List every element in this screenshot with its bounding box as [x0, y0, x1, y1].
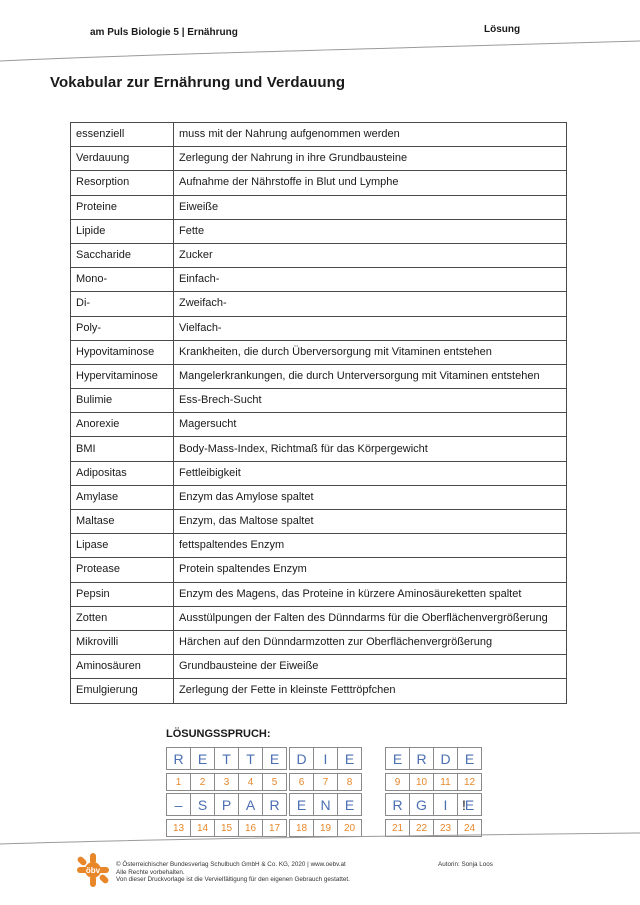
vocab-definition: Zerlegung der Nahrung in ihre Grundbausteine	[174, 147, 567, 171]
publisher-logo-icon	[76, 852, 110, 888]
vocab-term: Mono-	[71, 268, 174, 292]
table-row	[71, 534, 567, 558]
solution-letter-box: P	[214, 793, 239, 816]
solution-number-box: 2	[190, 773, 215, 791]
solution-letter-box: D	[433, 747, 458, 770]
vocab-term: Hypervitaminose	[71, 364, 174, 388]
table-row	[71, 123, 567, 147]
table-row	[71, 316, 567, 340]
solution-number-box: 15	[214, 819, 239, 837]
solution-number-box: 11	[433, 773, 458, 791]
solution-letter-box: R	[166, 747, 191, 770]
vocab-definition: Fette	[174, 219, 567, 243]
vocab-definition: Mangelerkrankungen, die durch Unterversorgung mit Vitaminen entstehen	[174, 364, 567, 388]
vocab-term: Verdauung	[71, 147, 174, 171]
table-row	[71, 413, 567, 437]
solution-letter-box: R	[409, 747, 434, 770]
solution-end-mark: !	[462, 797, 466, 813]
vocab-definition: Ess-Brech-Sucht	[174, 389, 567, 413]
table-row	[71, 679, 567, 703]
solution-letter-box: E	[262, 747, 287, 770]
solution-number-box: 22	[409, 819, 434, 837]
vocab-term: Zotten	[71, 606, 174, 630]
solution-number-box: 3	[214, 773, 239, 791]
vocab-term: Hypovitaminose	[71, 340, 174, 364]
table-row	[71, 510, 567, 534]
solution-number-box: 17	[262, 819, 287, 837]
vocab-definition: Protein spaltendes Enzym	[174, 558, 567, 582]
solution-letter-box: E	[289, 793, 314, 816]
solution-number-box: 12	[457, 773, 482, 791]
vocab-definition: Aufnahme der Nährstoffe in Blut und Lymphe	[174, 171, 567, 195]
solution-letter-box: N	[313, 793, 338, 816]
vocab-term: Emulgierung	[71, 679, 174, 703]
solution-number-box: 1	[166, 773, 191, 791]
footer-divider	[0, 830, 640, 850]
vocab-term: Poly-	[71, 316, 174, 340]
vocab-definition: Eiweiße	[174, 195, 567, 219]
solution-letter-box: R	[262, 793, 287, 816]
solution-letter-box: D	[289, 747, 314, 770]
vocab-term: Lipide	[71, 219, 174, 243]
vocab-term: Maltase	[71, 510, 174, 534]
vocab-term: Resorption	[71, 171, 174, 195]
table-row	[71, 558, 567, 582]
solution-letter-box: E	[337, 747, 362, 770]
table-row	[71, 340, 567, 364]
vocab-definition: fettspaltendes Enzym	[174, 534, 567, 558]
vocab-definition: Grundbausteine der Eiweiße	[174, 655, 567, 679]
solution-letter-box: S	[190, 793, 215, 816]
solution-letter-box: T	[214, 747, 239, 770]
vocab-term: Lipase	[71, 534, 174, 558]
solution-number-box: 18	[289, 819, 314, 837]
table-row	[71, 147, 567, 171]
solution-number-box: 10	[409, 773, 434, 791]
solution-number-box: 8	[337, 773, 362, 791]
vocab-definition: Enzym, das Maltose spaltet	[174, 510, 567, 534]
vocabulary-table	[70, 122, 567, 704]
vocab-term: BMI	[71, 437, 174, 461]
vocab-definition: Magersucht	[174, 413, 567, 437]
solution-letter-box: E	[190, 747, 215, 770]
header-book-title: am Puls Biologie 5 | Ernährung	[90, 27, 238, 38]
footer-author: Autorin: Sonja Loos	[438, 861, 493, 868]
vocab-term: Pepsin	[71, 582, 174, 606]
solution-letter-box: E	[457, 793, 482, 816]
header-solution-label: Lösung	[484, 24, 521, 35]
table-row	[71, 606, 567, 630]
solution-letter-box: I	[433, 793, 458, 816]
solution-number-box: 9	[385, 773, 410, 791]
vocab-term: essenziell	[71, 123, 174, 147]
vocab-term: Saccharide	[71, 243, 174, 267]
solution-letter-box: R	[385, 793, 410, 816]
solution-letter-box: E	[457, 747, 482, 770]
footer-copyright	[116, 861, 350, 884]
table-row	[71, 268, 567, 292]
vocab-definition: Body-Mass-Index, Richtmaß für das Körpergewicht	[174, 437, 567, 461]
vocab-term: Di-	[71, 292, 174, 316]
footer-line-1: © Österreichischer Bundesverlag Schulbuch GmbH & Co. KG, 2020 | www.oebv.at	[116, 861, 346, 868]
solution-label: LÖSUNGSSPRUCH:	[166, 728, 271, 740]
vocab-term: Anorexie	[71, 413, 174, 437]
vocab-term: Proteine	[71, 195, 174, 219]
vocab-definition: Vielfach-	[174, 316, 567, 340]
table-row	[71, 630, 567, 654]
solution-number-box: 21	[385, 819, 410, 837]
solution-letter-box: –	[166, 793, 191, 816]
table-row	[71, 171, 567, 195]
table-row	[71, 582, 567, 606]
vocab-definition: Einfach-	[174, 268, 567, 292]
vocab-term: Protease	[71, 558, 174, 582]
solution-letter-box: I	[313, 747, 338, 770]
solution-number-box: 4	[238, 773, 263, 791]
vocab-definition: Ausstülpungen der Falten des Dünndarms für die Oberflächenvergrößerung	[174, 606, 567, 630]
vocab-definition: Härchen auf den Dünndarmzotten zur Oberflächenvergrößerung	[174, 630, 567, 654]
footer-line-2: Alle Rechte vorbehalten.	[116, 868, 185, 876]
footer-line-3: Von dieser Druckvorlage ist die Vervielfältigung für den eigenen Gebrauch gestattet.	[116, 876, 350, 883]
table-row	[71, 485, 567, 509]
solution-number-box: 19	[313, 819, 338, 837]
vocab-definition: Zweifach-	[174, 292, 567, 316]
vocab-term: Adipositas	[71, 461, 174, 485]
table-row	[71, 195, 567, 219]
solution-letter-box: G	[409, 793, 434, 816]
solution-number-box: 23	[433, 819, 458, 837]
vocab-term: Amylase	[71, 485, 174, 509]
solution-number-box: 6	[289, 773, 314, 791]
table-row	[71, 243, 567, 267]
vocab-term: Mikrovilli	[71, 630, 174, 654]
solution-number-box: 7	[313, 773, 338, 791]
table-row	[71, 219, 567, 243]
solution-letter-box: A	[238, 793, 263, 816]
svg-text:öbv: öbv	[85, 866, 101, 875]
table-row	[71, 437, 567, 461]
solution-number-box: 5	[262, 773, 287, 791]
table-row	[71, 292, 567, 316]
solution-number-box: 20	[337, 819, 362, 837]
vocab-definition: Zucker	[174, 243, 567, 267]
page-title: Vokabular zur Ernährung und Verdauung	[50, 74, 346, 91]
vocab-definition: Zerlegung der Fette in kleinste Fetttröpfchen	[174, 679, 567, 703]
vocab-definition: Enzym das Amylose spaltet	[174, 485, 567, 509]
solution-number-box: 16	[238, 819, 263, 837]
table-row	[71, 655, 567, 679]
solution-letter-box: T	[238, 747, 263, 770]
solution-letter-box: E	[385, 747, 410, 770]
table-row	[71, 461, 567, 485]
solution-number-box: 14	[190, 819, 215, 837]
vocab-term: Bulimie	[71, 389, 174, 413]
solution-number-box: 13	[166, 819, 191, 837]
table-row	[71, 389, 567, 413]
vocab-definition: muss mit der Nahrung aufgenommen werden	[174, 123, 567, 147]
vocab-term: Aminosäuren	[71, 655, 174, 679]
vocab-definition: Enzym des Magens, das Proteine in kürzere Aminosäureketten spaltet	[174, 582, 567, 606]
vocab-definition: Krankheiten, die durch Überversorgung mit Vitaminen entstehen	[174, 340, 567, 364]
solution-letter-box: E	[337, 793, 362, 816]
vocab-definition: Fettleibigkeit	[174, 461, 567, 485]
table-row	[71, 364, 567, 388]
solution-number-box: 24	[457, 819, 482, 837]
